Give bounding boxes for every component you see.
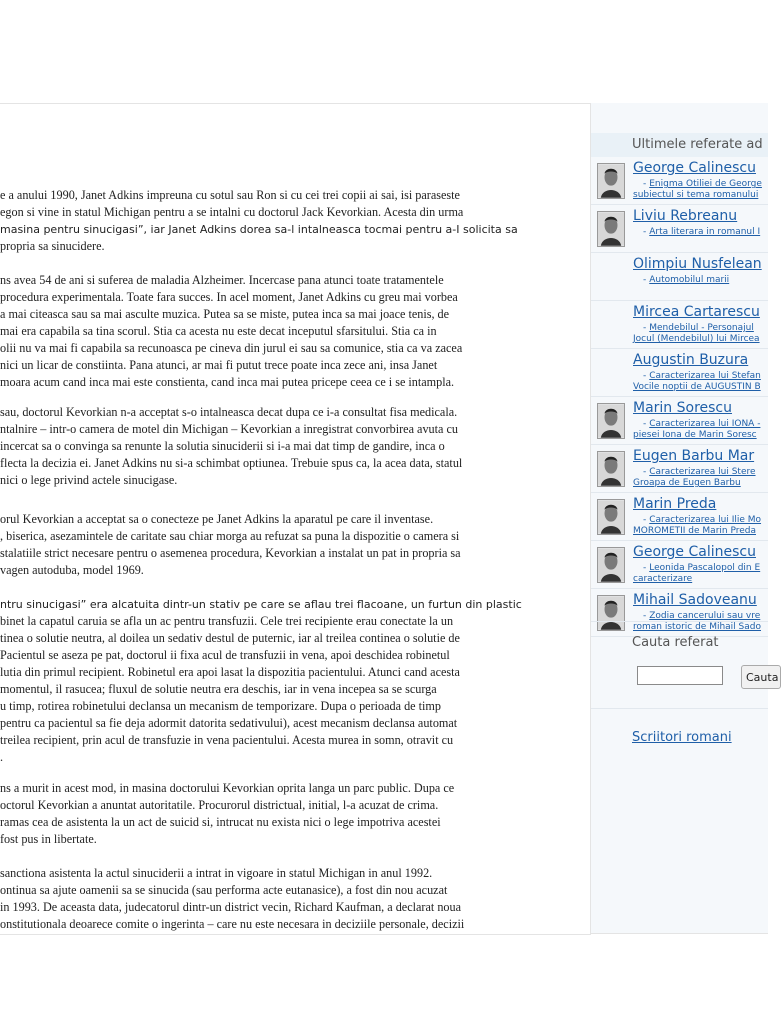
article-line: olii nu va mai fi capabila sa recunoasca pe cineva din jurul ei sau sa comunice, stia ca va zacea [0, 341, 463, 355]
article-line: lutia din primul recipient. Robinetul era apoi lasat la dispozitia pacientului. Atunci cand acesta [0, 665, 460, 679]
essay-list-item [591, 493, 768, 541]
article-line: ntalnire – intr-o camera de motel din Michigan – Kevorkian a inregistrat convorbirea avuta cu [0, 422, 458, 436]
bullet-dash: - [643, 467, 647, 477]
essay-link-text[interactable]: Caracterizarea lui Stere [649, 467, 756, 477]
article-line: ns a murit in acest mod, in masina doctorului Kevorkian oprita langa un parc public. Dupa ce [0, 781, 455, 795]
essay-link-text[interactable]: Vocile noptii de AUGUSTIN B [633, 382, 761, 392]
article-line: moara acum cand inca mai este constienta, cand inca mai putea pricepe ceea ce i se intampla. [0, 375, 455, 389]
article-line: ntru sinucigasi” era alcatuita dintr-un stativ pe care se aflau trei flacoane, un furtun din plastic [0, 598, 522, 611]
article-line: propria sa sinucidere. [0, 239, 105, 253]
divider [591, 621, 768, 622]
essay-link-text[interactable]: Jocul (Mendebilul) lui Mircea [633, 334, 760, 344]
author-portrait [597, 547, 625, 583]
article-line: sau, doctorul Kevorkian n-a acceptat s-o intalneasca decat dupa ce i-a consultat fisa medicala. [0, 405, 458, 419]
article-line: fost pus in libertate. [0, 832, 97, 846]
author-portrait [597, 595, 625, 631]
essay-list-item [591, 541, 768, 589]
article-line: sanctiona asistenta la actul sinuciderii a intrat in vigoare in statul Michigan in anul 1992. [0, 866, 433, 880]
author-portrait [597, 451, 625, 487]
essay-link-continued[interactable] [633, 622, 761, 633]
bullet-dash: - [643, 323, 647, 333]
essay-link[interactable] [633, 563, 760, 574]
author-link[interactable]: George Calinescu [633, 160, 756, 176]
article-line: ontinua sa ajute oamenii sa se sinucida (sau performa acte eutanasice), a fost din nou acuzat [0, 883, 448, 897]
article-line: mai era capabila sa tina scorul. Stia ca acesta nu este decat inceputul sfarsitului. Stia ca in [0, 324, 437, 338]
article-line: , biserica, asezamintele de caritate sau chiar morga au refuzat sa puna la dispozitie o camera si [0, 529, 460, 543]
essay-link-continued[interactable] [633, 430, 757, 441]
essay-link-text[interactable]: Leonida Pascalopol din E [649, 563, 761, 573]
author-link[interactable]: Mircea Cartarescu [633, 304, 760, 320]
article-line: onstitutionala deoarece comite o ingerinta – care nu este necesara in deciziile personale, decizii [0, 917, 465, 931]
article-line: momentul, il rasucea; fluxul de solutie neutra era deschis, iar in vena incepea sa se scurga [0, 682, 437, 696]
article-line: u timp, rotirea robinetului declansa un mecanism de temporizare. Dupa o perioada de timp [0, 699, 441, 713]
bullet-dash: - [643, 227, 647, 237]
essay-link-text[interactable]: Zodia cancerului sau vre [649, 611, 761, 621]
article-line: Pacientul se aseza pe pat, doctorul ii fixa acul de transfuzii in vena, apoi deschidea robinetul [0, 648, 450, 662]
article-line: incercat sa o convinga sa renunte la solutia sinuciderii si i-a mai dat timp de gandire, inca o [0, 439, 445, 453]
essay-link-text[interactable]: Automobilul marii [649, 275, 730, 285]
article-line: nici un licar de constiinta. Pana atunci, ar mai fi putut trece poate inca zece ani, insa Janet [0, 358, 438, 372]
article-paragraph [0, 511, 588, 579]
article-line: nici o lege privind actele sinucigase. [0, 473, 178, 487]
essay-link-text[interactable]: piesei Iona de Marin Soresc [633, 430, 757, 440]
author-portrait [597, 163, 625, 199]
essay-link[interactable] [633, 227, 760, 238]
essay-link[interactable] [633, 179, 762, 190]
essay-link[interactable] [633, 419, 760, 430]
bullet-dash: - [643, 179, 647, 189]
article-paragraph [0, 272, 588, 391]
essay-link[interactable] [633, 275, 729, 286]
author-link[interactable]: Olimpiu Nusfelean [633, 256, 762, 272]
author-link[interactable]: Marin Sorescu [633, 400, 733, 416]
bullet-dash: - [643, 563, 647, 573]
article-line: ramas cea de asistenta la un act de suicid si, intrucat nu exista nici o lege impotriva acestei [0, 815, 441, 829]
article-line: treilea recipient, prin acul de transfuzie in vena pacientului. Acesta murea in somn, otravit cu [0, 733, 454, 747]
author-link[interactable]: Eugen Barbu Mar [633, 448, 755, 464]
article-line: masina pentru sinucigasi”, iar Janet Adkins dorea sa-l intalneasca tocmai pentru a-I solicita sa [0, 223, 518, 236]
essay-link-text[interactable]: Groapa de Eugen Barbu [633, 478, 741, 488]
article-line: pentru ca pacientul sa fie deja adormit datorita sedativului), acest mecanism declansa automat [0, 716, 458, 730]
essay-link-text[interactable]: Caracterizarea lui IONA - [649, 419, 761, 429]
article-paragraph [0, 596, 588, 766]
author-portrait [597, 499, 625, 535]
essay-link[interactable] [633, 515, 761, 526]
essay-list-item [591, 253, 768, 301]
divider [591, 708, 768, 709]
author-link[interactable]: Mihail Sadoveanu [633, 592, 757, 608]
essay-link-text[interactable]: Mendebilul - Personajul [649, 323, 754, 333]
article-line: procedura experimentala. Toate fara succes. In acel moment, Janet Adkins cu greu mai vorbea [0, 290, 458, 304]
essay-list-item [591, 205, 768, 253]
article-content [0, 103, 591, 935]
essay-link-continued[interactable] [633, 334, 760, 345]
essay-list-item [591, 301, 768, 349]
essay-link-continued[interactable] [633, 574, 692, 585]
essay-list-item [591, 445, 768, 493]
article-line: . [0, 750, 4, 764]
essay-link-text[interactable]: caracterizare [633, 574, 693, 584]
essay-link-continued[interactable] [633, 478, 741, 489]
essay-link[interactable] [633, 323, 754, 334]
article-line: orul Kevorkian a acceptat sa o conecteze pe Janet Adkins la aparatul pe care il inventase. [0, 512, 434, 526]
essay-list-item [591, 157, 768, 205]
author-link[interactable]: Liviu Rebreanu [633, 208, 738, 224]
essay-link-text[interactable]: Caracterizarea lui Ilie Mo [649, 515, 762, 525]
article-line: a mai citeasca sau sa mai asculte muzica. Putea sa se miste, putea inca sa mai joace tenis, de [0, 307, 450, 321]
bullet-dash: - [643, 419, 647, 429]
author-portrait [597, 403, 625, 439]
bullet-dash: - [643, 611, 647, 621]
essay-link-text[interactable]: Arta literara in romanul I [649, 227, 761, 237]
article-paragraph [0, 865, 588, 933]
author-portrait [597, 211, 625, 247]
bullet-dash: - [643, 275, 647, 285]
article-line: egon si vine in statul Michigan pentru a se intalni cu doctorul Jack Kevorkian. Acesta din urma [0, 205, 464, 219]
article-line: in 1993. De aceasta data, judecatorul dintr-un district vecin, Richard Kaufman, a declarat noua [0, 900, 462, 914]
article-line: stalatiile strict necesare pentru o asemenea procedura, Kevorkian a instalat un pat in propria sa [0, 546, 461, 560]
article-line: flecta la decizia ei. Janet Adkins nu si-a schimbat optiunea. Trebuie spus ca, la acea data, statul [0, 456, 463, 470]
search-title: Cauta referat [632, 635, 719, 650]
recent-essays-list [591, 157, 768, 637]
article-line: e a anului 1990, Janet Adkins impreuna cu sotul sau Ron si cu cei trei copii ai sai, isi paraseste [0, 188, 460, 202]
essay-link-text[interactable]: Caracterizarea lui Stefan [649, 371, 761, 381]
essay-link-text[interactable]: roman istoric de Mihail Sado [633, 622, 761, 632]
bullet-dash: - [643, 515, 647, 525]
article-line: binet la capatul caruia se afla un ac pentru transfuzii. Cele trei recipiente erau conectate la un [0, 614, 454, 628]
essay-list-item [591, 397, 768, 445]
article-line: octorul Kevorkian a anuntat autoritatile. Procurorul districtual, initial, l-a acuzat de crima. [0, 798, 439, 812]
article-line: vagen autoduba, model 1969. [0, 563, 144, 577]
search-button[interactable]: Cauta [741, 665, 781, 689]
author-link[interactable]: George Calinescu [633, 544, 756, 560]
article-paragraph [0, 404, 588, 489]
search-input[interactable] [637, 666, 723, 685]
essay-link-continued[interactable] [633, 382, 761, 393]
author-link[interactable]: Augustin Buzura [633, 352, 749, 368]
article-line: tinea o solutie neutra, al doilea un sedativ destul de puternic, iar al treilea continea o solutie de [0, 631, 460, 645]
essay-link-continued[interactable] [633, 190, 758, 201]
essay-link-text[interactable]: MOROMETII de Marin Preda [633, 526, 756, 536]
essay-link-text[interactable]: subiectul si tema romanului [633, 190, 759, 200]
essay-link[interactable] [633, 467, 756, 478]
article-paragraph [0, 780, 588, 848]
essay-link-continued[interactable] [633, 526, 756, 537]
sidebar [591, 103, 779, 934]
romanian-writers-link[interactable]: Scriitori romani [632, 730, 732, 745]
essay-list-item [591, 589, 768, 637]
article-paragraph [0, 187, 588, 255]
article-line: ns avea 54 de ani si suferea de maladia Alzheimer. Incercase pana atunci toate tratamentele [0, 273, 444, 287]
bullet-dash: - [643, 371, 647, 381]
author-link[interactable]: Marin Preda [633, 496, 717, 512]
essay-list-item [591, 349, 768, 397]
sidebar-title: Ultimele referate ad [591, 133, 768, 157]
essay-link[interactable] [633, 371, 761, 382]
essay-link-text[interactable]: Enigma Otiliei de George [649, 179, 762, 189]
